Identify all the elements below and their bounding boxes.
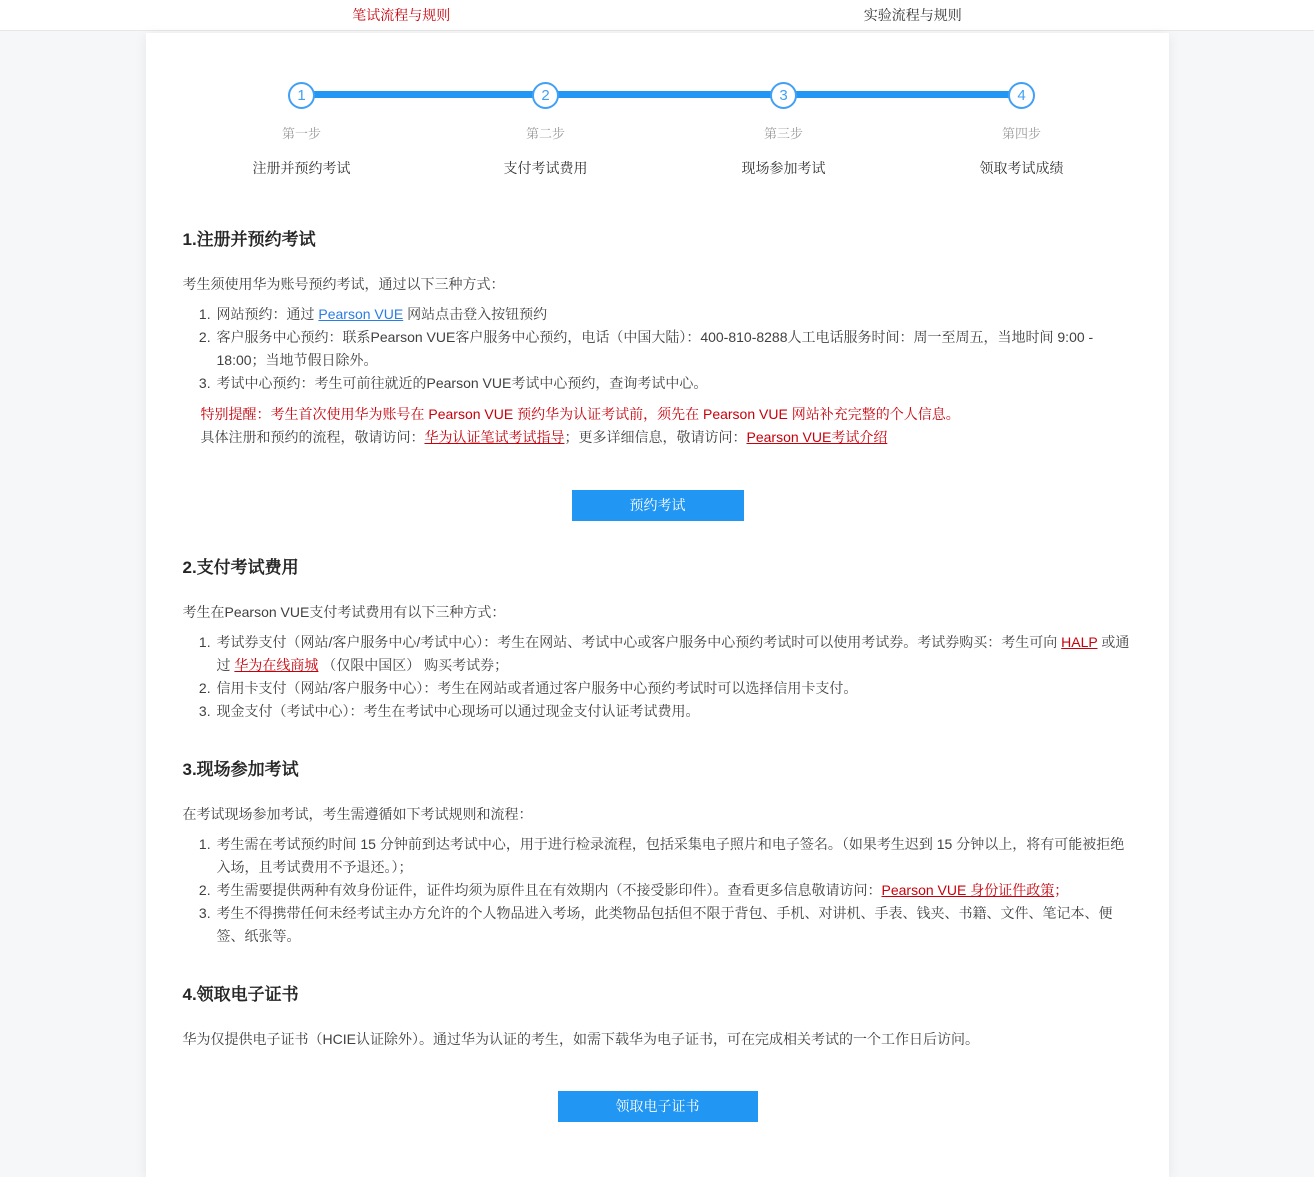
pearson-vue-link[interactable]: Pearson VUE xyxy=(318,306,404,322)
section-3-heading: 3.现场参加考试 xyxy=(182,760,299,779)
section-1-visit-line xyxy=(183,426,1133,449)
step-2-circle: 2 xyxy=(532,82,559,109)
tab-lab-exam[interactable]: 实验流程与规则 xyxy=(863,7,962,23)
step-3 xyxy=(704,82,864,178)
huawei-online-store-link[interactable]: 华为在线商城 xyxy=(234,657,319,673)
list-item: 2. 信用卡支付（网站/客户服务中心）：考生在网站或者通过客户服务中心预约考试时可以选择信用卡支付。 xyxy=(215,677,1133,700)
book-exam-button[interactable]: 预约考试 xyxy=(572,490,744,521)
item-text: 考试券支付（网站/客户服务中心/考试中心）：考生在网站、考试中心或客户服务中心预约考试时可以使用考试券。考试券购买：考生可向 xyxy=(216,634,1062,650)
section-2-intro: 考生在Pearson VUE支付考试费用有以下三种方式： xyxy=(182,604,506,620)
pearson-vue-intro-link[interactable]: Pearson VUE考试介绍 xyxy=(746,429,888,445)
tab-bar xyxy=(0,0,1314,31)
step-2-label: 第二步 xyxy=(525,126,565,141)
step-1 xyxy=(222,82,382,178)
get-ecertificate-button[interactable]: 领取电子证书 xyxy=(558,1091,758,1122)
list-item: 3. 考试中心预约：考生可前往就近的Pearson VUE考试中心预约，查询考试中心。 xyxy=(215,372,1133,395)
item-text: ； xyxy=(1054,882,1069,898)
section-2-list xyxy=(183,631,1133,723)
visit-text: 具体注册和预约的流程，敬请访问： xyxy=(200,429,425,445)
step-2 xyxy=(466,82,626,178)
section-2-heading: 2.支付考试费用 xyxy=(182,558,299,577)
item-text: 或通过 xyxy=(216,634,1130,673)
step-connector-line xyxy=(302,91,1022,98)
halp-link[interactable]: HALP xyxy=(1061,634,1098,650)
section-1-heading: 1.注册并预约考试 xyxy=(182,230,316,249)
step-3-label: 第三步 xyxy=(763,126,803,141)
section-1-intro: 考生须使用华为账号预约考试，通过以下三种方式： xyxy=(182,276,505,292)
id-policy-link[interactable]: Pearson VUE 身份证件政策 xyxy=(881,882,1055,898)
step-3-circle: 3 xyxy=(770,82,797,109)
step-1-circle: 1 xyxy=(288,82,315,109)
special-reminder: 特别提醒：考生首次使用华为账号在 Pearson VUE 预约华为认证考试前，须先在 Pearson VUE 网站补充完整的个人信息。 xyxy=(200,406,960,422)
step-4-label: 第四步 xyxy=(1001,126,1041,141)
list-item xyxy=(215,303,1133,326)
content-card xyxy=(146,33,1169,1177)
step-4-name: 领取考试成绩 xyxy=(979,160,1064,176)
item-text: 网站预约：通过 xyxy=(216,306,319,322)
tab-written-exam[interactable]: 笔试流程与规则 xyxy=(352,7,451,23)
section-3-intro: 在考试现场参加考试，考生需遵循如下考试规则和流程： xyxy=(182,806,533,822)
list-item xyxy=(215,879,1133,902)
section-4-heading: 4.领取电子证书 xyxy=(182,985,299,1004)
step-3-name: 现场参加考试 xyxy=(741,160,826,176)
section-1-list xyxy=(183,303,1133,395)
step-2-name: 支付考试费用 xyxy=(503,160,588,176)
item-text: 考生需要提供两种有效身份证件，证件均须为原件且在有效期内（不接受影印件）。查看更多信息敬请访问： xyxy=(216,882,882,898)
step-4-circle: 4 xyxy=(1008,82,1035,109)
step-1-name: 注册并预约考试 xyxy=(252,160,351,176)
list-item: 1. 考生需在考试预约时间 15 分钟前到达考试中心，用于进行检录流程，包括采集电子照片和电子签名。（如果考生迟到 15 分钟以上，将有可能被拒绝入场，且考试费用不予退还。）； xyxy=(215,833,1133,879)
list-item: 2. 客户服务中心预约：联系Pearson VUE客户服务中心预约，电话（中国大陆）：400-810-8288人工电话服务时间：周一至周五，当地时间 9:00 - 18:00；当地节假日除外。 xyxy=(215,326,1133,372)
item-text: 网站点击登入按钮预约 xyxy=(403,306,548,322)
section-4-intro: 华为仅提供电子证书（HCIE认证除外）。通过华为认证的考生，如需下载华为电子证书，可在完成相关考试的一个工作日后访问。 xyxy=(182,1031,979,1047)
list-item xyxy=(215,631,1133,677)
section-3-list xyxy=(183,833,1133,948)
exam-process-stepper xyxy=(146,33,1169,193)
list-item: 3. 考生不得携带任何未经考试主办方允许的个人物品进入考场，此类物品包括但不限于背包、手机、对讲机、手表、钱夹、书籍、文件、笔记本、便签、纸张等。 xyxy=(215,902,1133,948)
written-exam-guide-link[interactable]: 华为认证笔试考试指导 xyxy=(424,429,565,445)
step-1-label: 第一步 xyxy=(281,126,321,141)
list-item: 3. 现金支付（考试中心）：考生在考试中心现场可以通过现金支付认证考试费用。 xyxy=(215,700,1133,723)
visit-text: ；更多详细信息，敬请访问： xyxy=(564,429,747,445)
step-4 xyxy=(942,82,1102,178)
item-text: （仅限中国区） 购买考试券； xyxy=(318,657,509,673)
